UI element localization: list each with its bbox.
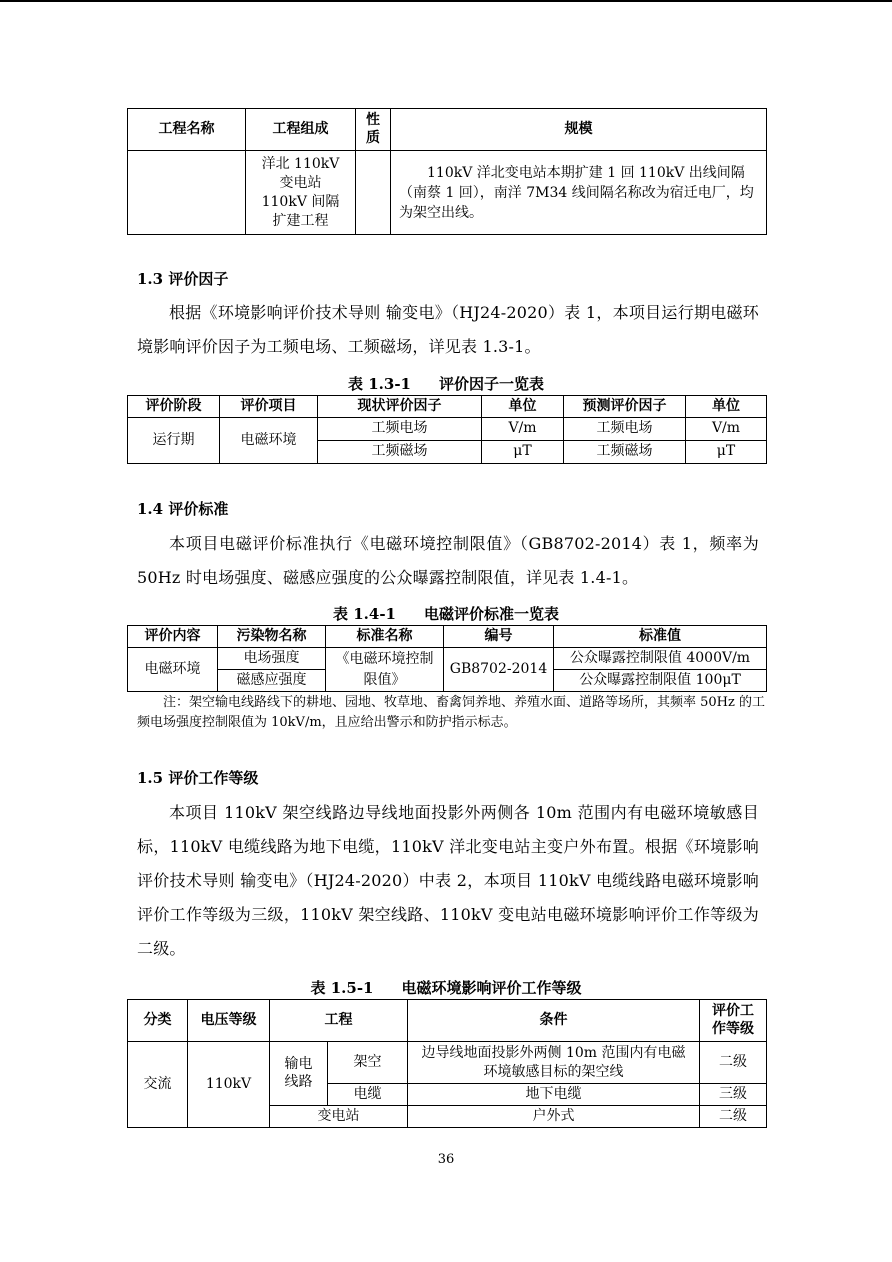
th-project-name: 工程名称 bbox=[128, 109, 246, 151]
th-project: 工程 bbox=[270, 1000, 408, 1042]
caption-title: 评价因子一览表 bbox=[438, 375, 544, 393]
th-item: 评价项目 bbox=[220, 396, 318, 418]
th-category: 分类 bbox=[128, 1000, 188, 1042]
cell-condition: 边导线地面投影外两侧 10m 范围内有电磁环境敏感目标的架空线 bbox=[408, 1042, 700, 1084]
cell-standard-name: 《电磁环境控制限值》 bbox=[326, 648, 444, 692]
cell-nature bbox=[356, 151, 391, 235]
cell-project-component: 洋北 110kV 变电站 110kV 间隔扩建工程 bbox=[246, 151, 356, 235]
cell-code: GB8702-2014 bbox=[444, 648, 554, 692]
table-1-3-1-caption bbox=[0, 373, 892, 394]
cell-grade: 三级 bbox=[700, 1084, 767, 1106]
section-1-3-paragraph: 根据《环境影响评价技术导则 输变电》（HJ24-2020）表 1，本项目运行期电磁环境影响评价因子为工频电场、工频磁场，详见表 1.3-1。 bbox=[137, 303, 759, 356]
cell-category: 交流 bbox=[128, 1042, 188, 1128]
table-1-4-1-caption bbox=[0, 603, 892, 624]
section-1-5-paragraph: 本项目 110kV 架空线路边导线地面投影外两侧各 10m 范围内有电磁环境敏感目标，110kV 电缆线路为地下电缆，110kV 洋北变电站主变户外布置。根据《环境影响评价技术导则 输变电》（HJ24-2020）中表 2，本项目 110kV 电缆线路电磁环境影响评价工作等级为三级，110kV 架空线路、110kV 变电站电磁环境影响评价工作等级为二级。 bbox=[137, 803, 759, 958]
cell-standard-value: 公众曝露控制限值 100μT bbox=[554, 670, 767, 692]
cell-unit: μT bbox=[686, 441, 767, 464]
cell-predict-factor: 工频电场 bbox=[564, 418, 686, 441]
cell-standard-value: 公众曝露控制限值 4000V/m bbox=[554, 648, 767, 670]
th-scale: 规模 bbox=[391, 109, 767, 151]
table-note: 注：架空输电线路线下的耕地、园地、牧草地、畜禽饲养地、养殖水面、道路等场所，其频率 50Hz 的工频电场强度控制限值为 10kV/m，且应给出警示和防护指示标志。 bbox=[137, 695, 765, 730]
cell-sub-overhead: 架空 bbox=[328, 1042, 408, 1084]
cell-item: 电磁环境 bbox=[220, 418, 318, 464]
cell-current-factor: 工频电场 bbox=[318, 418, 482, 441]
th-standard-name: 标准名称 bbox=[326, 626, 444, 648]
project-composition-table bbox=[127, 108, 767, 235]
caption-title: 电磁评价标准一览表 bbox=[423, 605, 559, 623]
th-nature: 性质 bbox=[356, 109, 391, 151]
th-predict-factor: 预测评价因子 bbox=[564, 396, 686, 418]
section-heading-1-3: 1.3 评价因子 bbox=[137, 270, 229, 288]
th-unit: 单位 bbox=[686, 396, 767, 418]
caption-number: 表 1.4-1 bbox=[333, 605, 396, 623]
cell-condition: 户外式 bbox=[408, 1106, 700, 1128]
cell-pollutant: 磁感应强度 bbox=[218, 670, 326, 692]
th-condition: 条件 bbox=[408, 1000, 700, 1042]
evaluation-factor-table bbox=[127, 395, 767, 464]
th-project-component: 工程组成 bbox=[246, 109, 356, 151]
cell-line-group: 输电线路 bbox=[270, 1042, 328, 1106]
cell-condition: 地下电缆 bbox=[408, 1084, 700, 1106]
th-current-factor: 现状评价因子 bbox=[318, 396, 482, 418]
cell-predict-factor: 工频磁场 bbox=[564, 441, 686, 464]
caption-number: 表 1.5-1 bbox=[310, 979, 374, 997]
th-stage: 评价阶段 bbox=[128, 396, 220, 418]
assessment-grade-table bbox=[127, 999, 767, 1128]
cell-grade: 二级 bbox=[700, 1042, 767, 1084]
th-content: 评价内容 bbox=[128, 626, 218, 648]
cell-project-name bbox=[128, 151, 246, 235]
emf-standard-table bbox=[127, 625, 767, 692]
cell-unit: V/m bbox=[482, 418, 564, 441]
section-heading-1-5: 1.5 评价工作等级 bbox=[137, 769, 259, 787]
section-heading-1-4: 1.4 评价标准 bbox=[137, 500, 229, 518]
cell-current-factor: 工频磁场 bbox=[318, 441, 482, 464]
th-unit: 单位 bbox=[482, 396, 564, 418]
th-standard-value: 标准值 bbox=[554, 626, 767, 648]
cell-unit: V/m bbox=[686, 418, 767, 441]
cell-unit: μT bbox=[482, 441, 564, 464]
cell-grade: 二级 bbox=[700, 1106, 767, 1128]
cell-voltage: 110kV bbox=[188, 1042, 270, 1128]
cell-stage: 运行期 bbox=[128, 418, 220, 464]
top-rule bbox=[0, 0, 892, 2]
th-pollutant: 污染物名称 bbox=[218, 626, 326, 648]
th-code: 编号 bbox=[444, 626, 554, 648]
th-grade: 评价工作等级 bbox=[700, 1000, 767, 1042]
table-1-5-1-caption bbox=[0, 977, 892, 998]
cell-substation: 变电站 bbox=[270, 1106, 408, 1128]
section-1-4-paragraph: 本项目电磁评价标准执行《电磁环境控制限值》（GB8702-2014）表 1，频率为 50Hz 时电场强度、磁感应强度的公众曝露控制限值，详见表 1.4-1。 bbox=[137, 534, 759, 587]
th-voltage: 电压等级 bbox=[188, 1000, 270, 1042]
caption-number: 表 1.3-1 bbox=[348, 375, 411, 393]
caption-title: 电磁环境影响评价工作等级 bbox=[401, 979, 582, 997]
cell-pollutant: 电场强度 bbox=[218, 648, 326, 670]
page-number: 36 bbox=[437, 1152, 455, 1167]
cell-scale: 110kV 洋北变电站本期扩建 1 回 110kV 出线间隔（南蔡 1 回），南洋 7M34 线间隔名称改为宿迁电厂，均为架空出线。 bbox=[391, 151, 767, 235]
cell-content: 电磁环境 bbox=[128, 648, 218, 692]
cell-sub-cable: 电缆 bbox=[328, 1084, 408, 1106]
